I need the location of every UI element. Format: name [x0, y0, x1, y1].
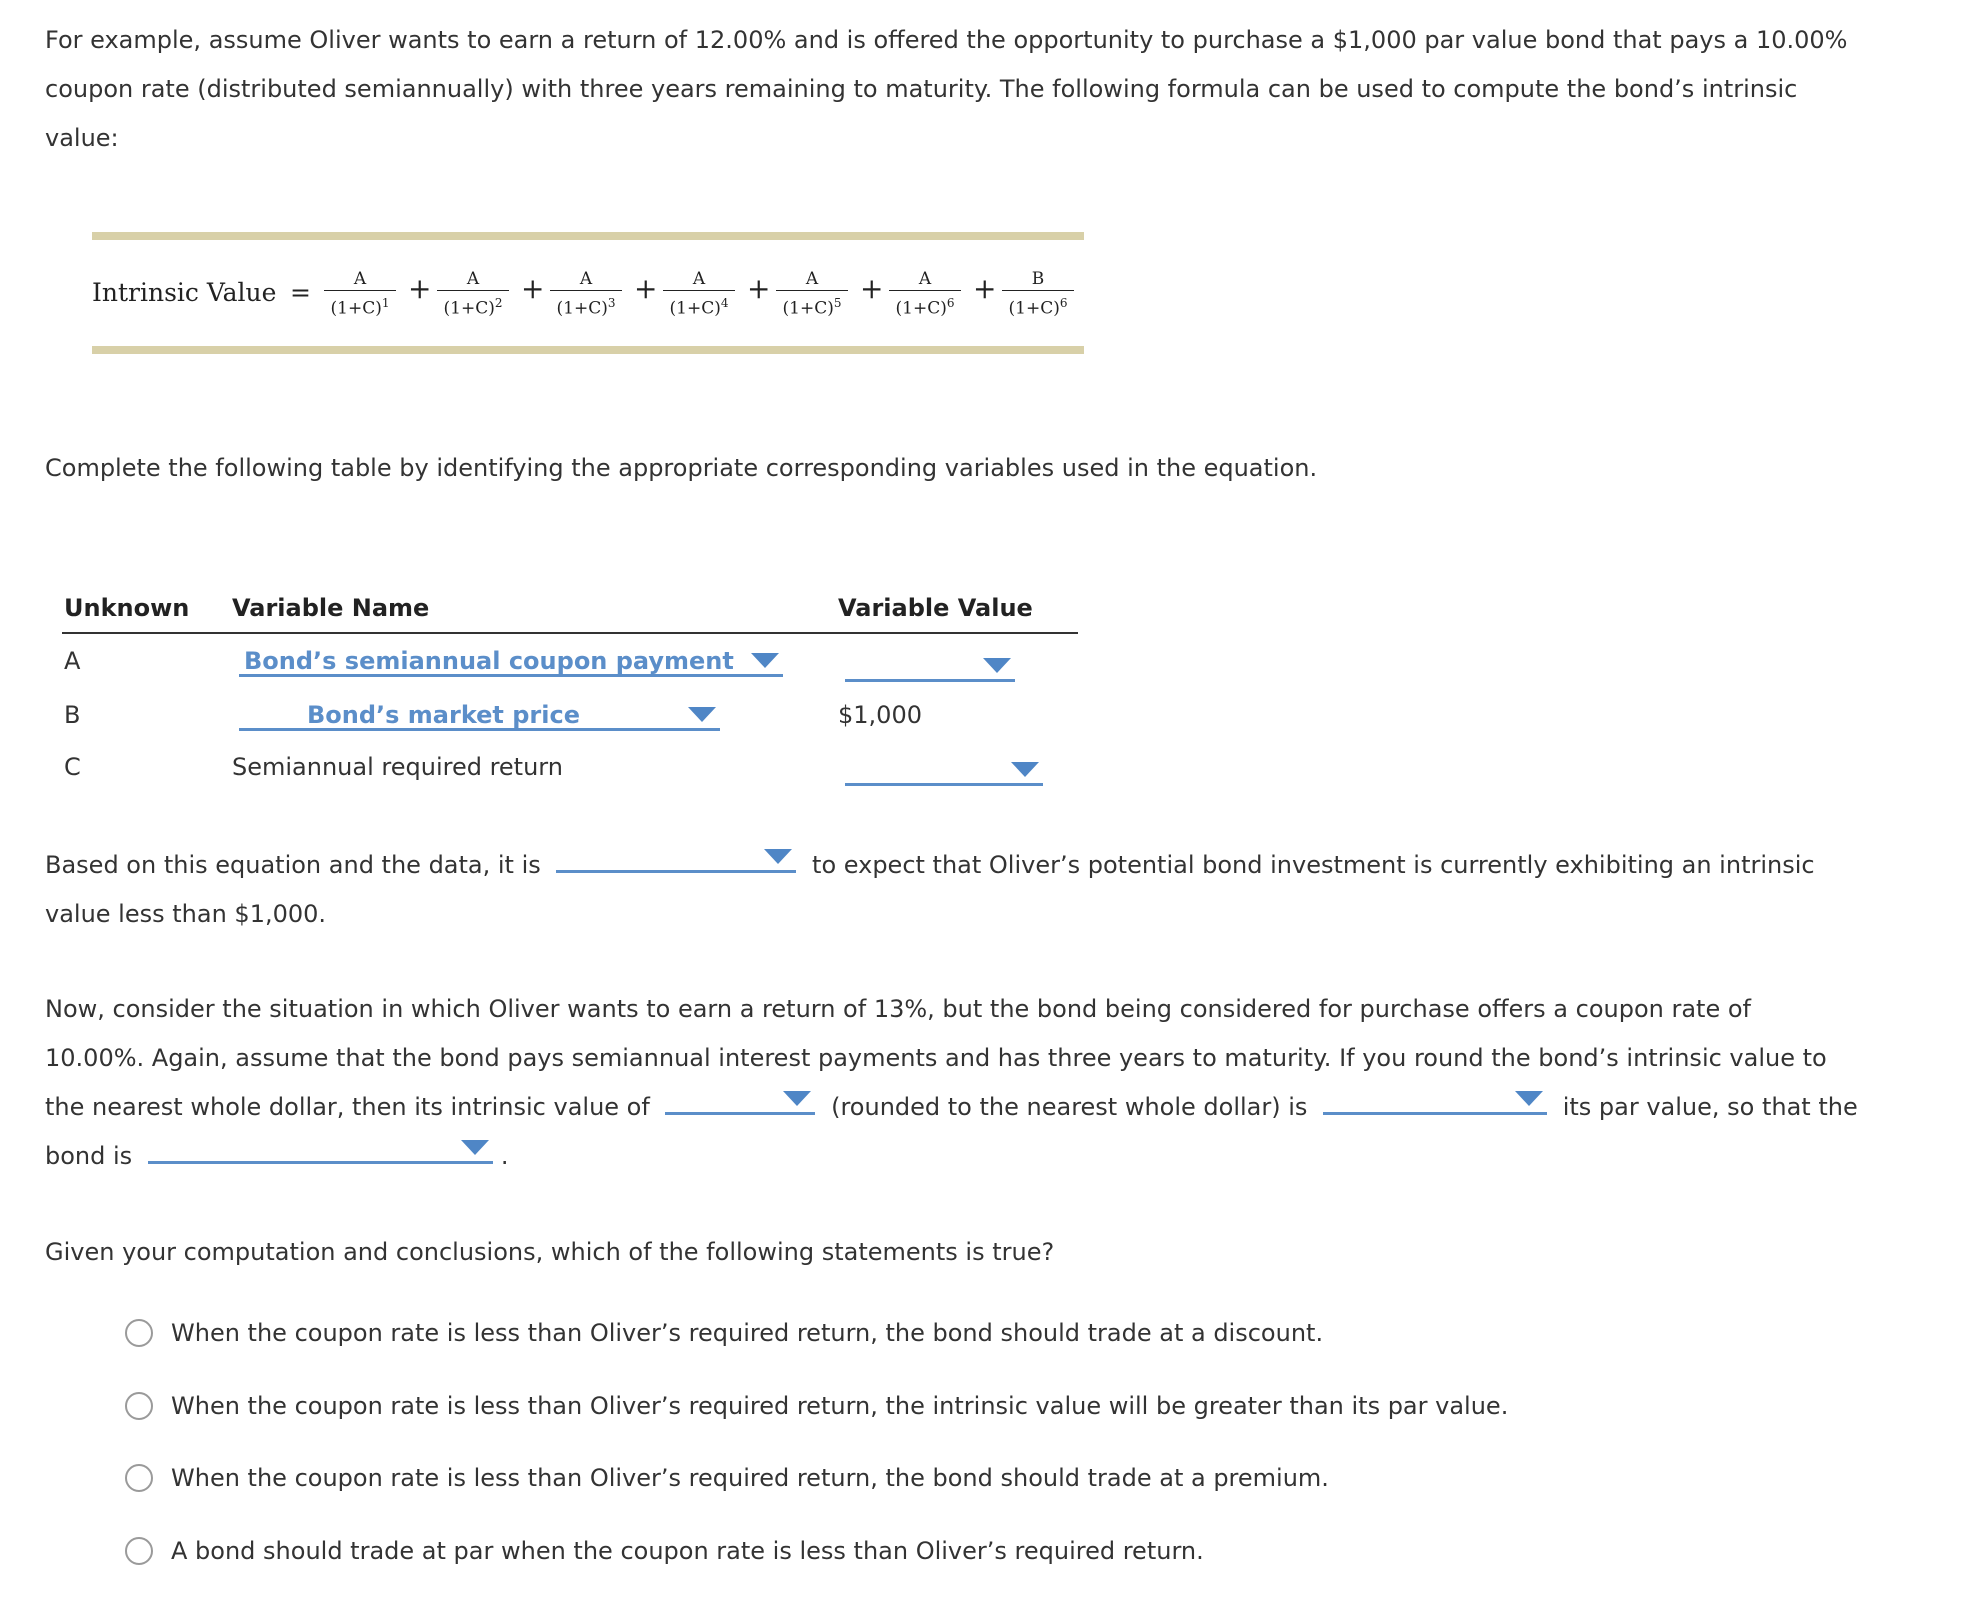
- q2-line-4a: bond is: [45, 1142, 133, 1170]
- q2-trade-status-select[interactable]: [148, 1134, 493, 1164]
- row-a-unknown: A: [64, 647, 81, 675]
- header-variable-name: Variable Name: [232, 594, 430, 622]
- chevron-down-icon: [783, 1091, 811, 1106]
- radio-button[interactable]: [125, 1537, 153, 1565]
- formula-term-1: $\frac{A}{(1+C)^1}$: [324, 268, 396, 321]
- q1-expectation-select[interactable]: [556, 843, 796, 873]
- chevron-down-icon: [1011, 762, 1039, 777]
- formula-term-7: $\frac{B}{(1+C)^6}$: [1002, 268, 1074, 321]
- q1-line-2: value less than $1,000.: [45, 900, 327, 928]
- variable-value-c-select[interactable]: [845, 756, 1043, 786]
- question-2: [45, 985, 1945, 1181]
- formula-plus: +: [747, 272, 771, 305]
- row-c-unknown: C: [64, 753, 81, 781]
- formula-bottom-rule: [92, 346, 1084, 354]
- formula-term-5: $\frac{A}{(1+C)^5}$: [776, 268, 848, 321]
- formula-label: Intrinsic Value: [92, 278, 277, 307]
- radio-button[interactable]: [125, 1392, 153, 1420]
- option-2[interactable]: [125, 1389, 1508, 1423]
- chevron-down-icon: [983, 658, 1011, 673]
- formula-term-3: $\frac{A}{(1+C)^3}$: [550, 268, 622, 321]
- option-3[interactable]: [125, 1461, 1329, 1495]
- formula-plus: +: [408, 272, 432, 305]
- radio-button[interactable]: [125, 1319, 153, 1347]
- q2-line-3a: the nearest whole dollar, then its intrinsic value of: [45, 1093, 650, 1121]
- formula-plus: +: [860, 272, 884, 305]
- q2-line-4b: .: [500, 1142, 509, 1170]
- option-1[interactable]: [125, 1316, 1323, 1350]
- variable-name-a-select[interactable]: [239, 647, 783, 677]
- formula-term-2: $\frac{A}{(1+C)^2}$: [437, 268, 509, 321]
- table-instruction: Complete the following table by identifying the appropriate corresponding variables used in the equation.: [45, 454, 1318, 482]
- formula-top-rule: [92, 232, 1084, 240]
- q2-line-3b: (rounded to the nearest whole dollar) is: [831, 1093, 1308, 1121]
- formula-plus: +: [634, 272, 658, 305]
- variable-name-a-value: Bond’s semiannual coupon payment: [244, 647, 734, 675]
- question-3-prompt: Given your computation and conclusions, which of the following statements is true?: [45, 1238, 1055, 1266]
- option-4[interactable]: [125, 1534, 1204, 1568]
- formula-plus: +: [521, 272, 545, 305]
- formula-equals: =: [290, 278, 311, 307]
- option-1-label: When the coupon rate is less than Oliver’s required return, the bond should trade at a discount.: [171, 1319, 1324, 1347]
- chevron-down-icon: [751, 653, 779, 668]
- option-3-label: When the coupon rate is less than Oliver’s required return, the bond should trade at a premium.: [171, 1464, 1329, 1492]
- chevron-down-icon: [461, 1140, 489, 1155]
- option-2-label: When the coupon rate is less than Oliver’s required return, the intrinsic value will be greater than its par value.: [171, 1392, 1509, 1420]
- q1-text-after: to expect that Oliver’s potential bond investment is currently exhibiting an intrinsic: [812, 851, 1815, 879]
- variable-name-b-value: Bond’s market price: [306, 701, 580, 729]
- intro-line-3: value:: [45, 124, 119, 152]
- table-header-rule: [62, 632, 1078, 634]
- intro-paragraph: [45, 16, 1945, 163]
- q2-intrinsic-value-select[interactable]: [665, 1085, 815, 1115]
- q1-text-before: Based on this equation and the data, it is: [45, 851, 541, 879]
- chevron-down-icon: [688, 707, 716, 722]
- q2-line-2: 10.00%. Again, assume that the bond pays semiannual interest payments and has three years to maturity. If you round the bond’s intrinsic value to: [45, 1044, 1827, 1072]
- header-variable-value: Variable Value: [838, 594, 1033, 622]
- chevron-down-icon: [1515, 1091, 1543, 1106]
- intro-line-1: For example, assume Oliver wants to earn a return of 12.00% and is offered the opportunity to purchase a $1,000 par value bond that pays a 10.00%: [45, 26, 1848, 54]
- intrinsic-value-formula: [92, 232, 1084, 354]
- variable-value-b: $1,000: [838, 701, 922, 729]
- option-4-label: A bond should trade at par when the coupon rate is less than Oliver’s required return.: [171, 1537, 1204, 1565]
- variable-name-c: Semiannual required return: [232, 753, 563, 781]
- chevron-down-icon: [764, 849, 792, 864]
- row-b-unknown: B: [64, 701, 81, 729]
- question-1: [45, 841, 1945, 939]
- intro-line-2: coupon rate (distributed semiannually) with three years remaining to maturity. The following formula can be used to compute the bond’s intrinsic: [45, 75, 1798, 103]
- q2-line-3c: its par value, so that the: [1562, 1093, 1858, 1121]
- formula-term-6: $\frac{A}{(1+C)^6}$: [889, 268, 961, 321]
- radio-button[interactable]: [125, 1464, 153, 1492]
- formula-plus: +: [973, 272, 997, 305]
- variable-name-b-select[interactable]: [239, 701, 720, 731]
- q2-line-1: Now, consider the situation in which Oliver wants to earn a return of 13%, but the bond being considered for purchase offers a coupon rate of: [45, 995, 1751, 1023]
- variable-value-a-select[interactable]: [845, 652, 1015, 682]
- formula-term-4: $\frac{A}{(1+C)^4}$: [663, 268, 735, 321]
- header-unknown: Unknown: [64, 594, 190, 622]
- q2-comparison-select[interactable]: [1323, 1085, 1547, 1115]
